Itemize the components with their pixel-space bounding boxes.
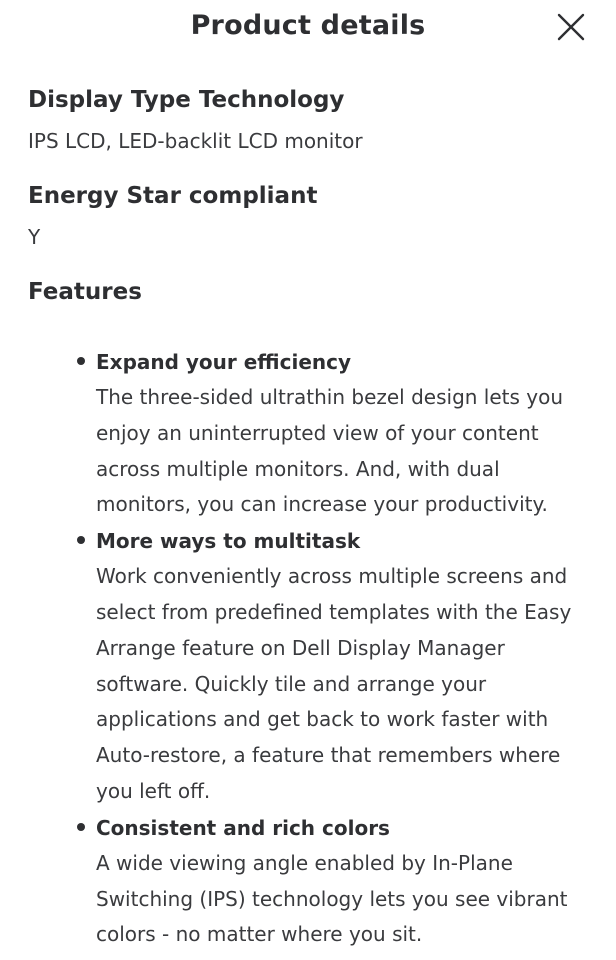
list-item <box>96 344 598 523</box>
panel-header <box>0 0 616 60</box>
bullet-icon <box>77 536 85 544</box>
section-title-features: Features <box>28 279 142 305</box>
features-list <box>28 344 598 953</box>
list-item <box>96 523 598 810</box>
bullet-icon <box>77 823 85 831</box>
detail-section-features <box>28 274 598 953</box>
feature-description: Work conveniently across multiple screens and select from predefined templates with the Easy Arrange feature on Dell Display Manager software. Quickly tile and arrange your applications and get back to work faster with Auto-restore, a feature that remembers where you left off. <box>96 564 572 803</box>
section-title-energy-star: Energy Star compliant <box>28 183 318 209</box>
section-title-display-type: Display Type Technology <box>28 87 345 113</box>
page-title: Product details <box>190 10 426 41</box>
feature-description: A wide viewing angle enabled by In-Plane Switching (IPS) technology lets you see vibrant colors - no matter where you sit. <box>96 850 568 947</box>
feature-title: More ways to multitask <box>96 529 361 554</box>
section-value-energy-star: Y <box>28 225 41 249</box>
close-icon <box>556 12 586 42</box>
feature-title: Consistent and rich colors <box>96 815 390 840</box>
feature-description: The three-sided ultrathin bezel design lets you enjoy an uninterrupted view of your content across multiple monitors. And, with dual monitors, you can increase your productivity. <box>96 385 564 517</box>
feature-title: Expand your efficiency <box>96 350 352 374</box>
detail-section-display-type <box>28 82 598 156</box>
list-item <box>96 810 598 953</box>
section-value-display-type: IPS LCD, LED-backlit LCD monitor <box>28 129 363 153</box>
details-content <box>28 82 598 953</box>
close-button[interactable] <box>556 12 586 42</box>
bullet-icon <box>77 357 85 365</box>
detail-section-energy-star <box>28 178 598 252</box>
